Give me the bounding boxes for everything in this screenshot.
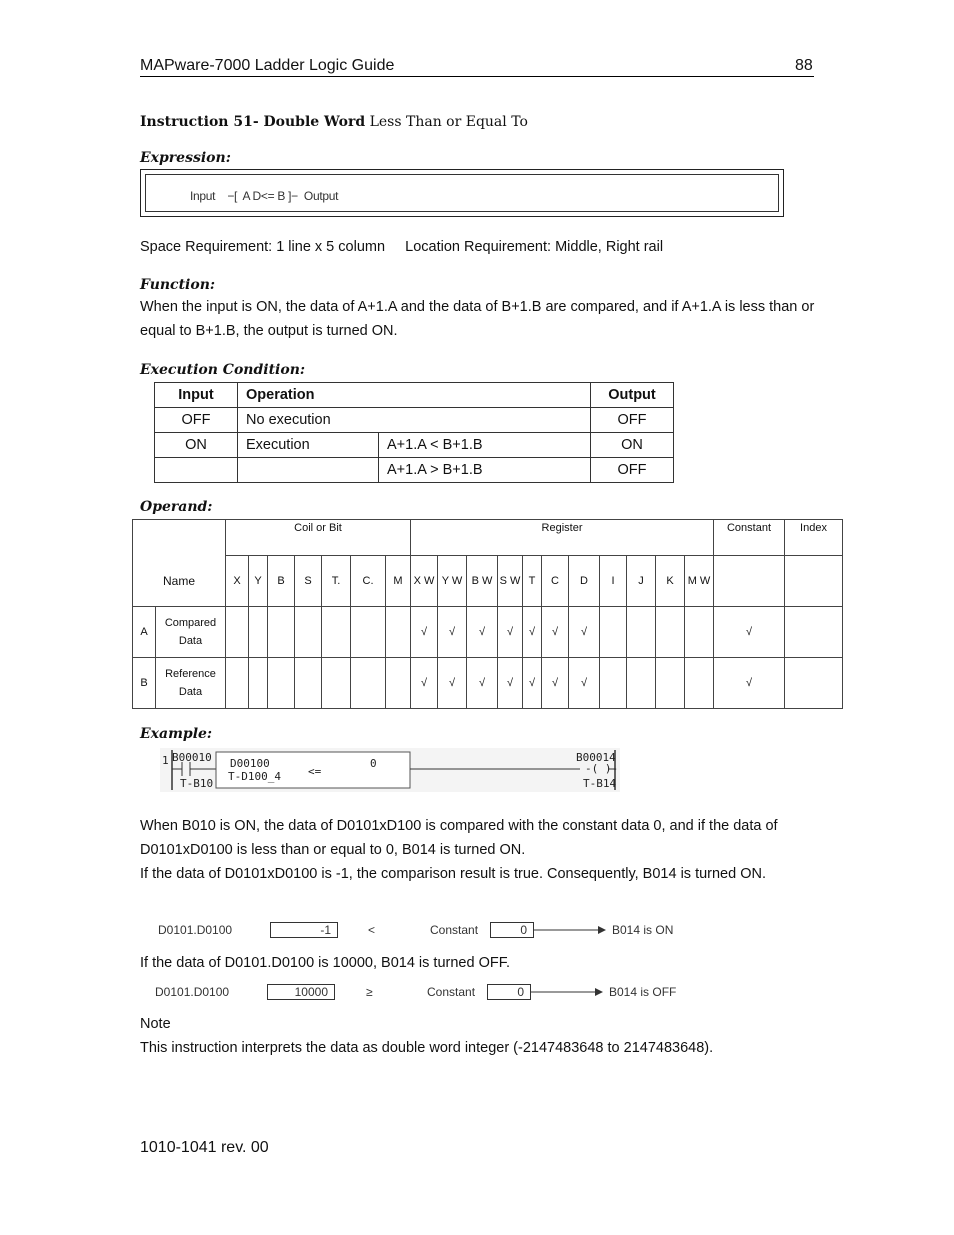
expression-inner-frame <box>145 174 779 212</box>
operand-check <box>600 658 627 709</box>
page-number: 88 <box>795 57 813 74</box>
operand-col-header: X <box>226 556 249 607</box>
cmp-constant-box: 0 <box>487 984 531 1000</box>
expression-label: Expression: <box>140 150 231 166</box>
example-label: Example: <box>140 726 213 742</box>
operand-col-header: Y <box>249 556 268 607</box>
exec-input: ON <box>155 433 238 458</box>
operand-col-header: K <box>656 556 685 607</box>
operand-col-header: I <box>600 556 627 607</box>
operand-check: √ <box>498 607 523 658</box>
operand-col-header: M <box>386 556 411 607</box>
example-paragraph-3: If the data of D0101.D0100 is 10000, B014 is turned OFF. <box>140 955 510 971</box>
operand-check <box>685 607 714 658</box>
arrow-right-icon <box>531 985 603 999</box>
execution-table <box>154 382 674 483</box>
operand-col-constant-blank <box>714 556 785 607</box>
ladder-input-address: B00010 <box>172 751 212 764</box>
operand-id: A <box>133 607 156 658</box>
ladder-source-tag: T-D100_4 <box>228 770 281 783</box>
instruction-title-rest: Less Than or Equal To <box>365 114 528 130</box>
operand-constant: √ <box>714 607 785 658</box>
operand-check <box>351 658 386 709</box>
operand-check <box>226 658 249 709</box>
operand-check: √ <box>523 607 542 658</box>
operand-check: √ <box>438 607 467 658</box>
operand-col-header: M W <box>685 556 714 607</box>
operand-col-header: T <box>523 556 542 607</box>
header-title: MAPware-7000 Ladder Logic Guide <box>140 57 395 74</box>
operand-corner <box>133 520 226 556</box>
operand-col-header: Y W <box>438 556 467 607</box>
operand-check <box>268 607 295 658</box>
operand-row <box>133 658 843 709</box>
operand-check <box>322 607 351 658</box>
operand-check <box>656 607 685 658</box>
cmp-value-box: -1 <box>270 922 338 938</box>
exec-output: OFF <box>591 408 674 433</box>
operand-group-row <box>133 520 843 556</box>
operand-col-header: C <box>542 556 569 607</box>
operand-check: √ <box>569 658 600 709</box>
ladder-output-tag: T-B14 <box>583 777 617 790</box>
exec-condition: A+1.A < B+1.B <box>379 433 591 458</box>
operand-check: √ <box>569 607 600 658</box>
exec-operation <box>238 458 379 483</box>
execution-row <box>155 408 674 433</box>
exec-input <box>155 458 238 483</box>
exec-header-input: Input <box>155 383 238 408</box>
exec-condition: A+1.A > B+1.B <box>379 458 591 483</box>
operand-col-index-blank <box>785 556 843 607</box>
execution-row <box>155 433 674 458</box>
operand-constant: √ <box>714 658 785 709</box>
rung-number: 1 <box>162 754 169 767</box>
operand-check <box>226 607 249 658</box>
operand-id: B <box>133 658 156 709</box>
expression-formula: Input −[ A D<= B ]− Output <box>190 189 339 203</box>
execution-row <box>155 458 674 483</box>
exec-header-output: Output <box>591 383 674 408</box>
instruction-title-bold: Instruction 51- Double Word <box>140 114 366 130</box>
operand-col-header: D <box>569 556 600 607</box>
exec-output: ON <box>591 433 674 458</box>
operand-check <box>656 658 685 709</box>
operand-col-header: S <box>295 556 322 607</box>
cmp-operator: ≥ <box>366 985 373 999</box>
operand-column-row <box>133 556 843 607</box>
ladder-operator: <= <box>308 765 322 778</box>
operand-check: √ <box>438 658 467 709</box>
operand-check <box>268 658 295 709</box>
operand-col-header: S W <box>498 556 523 607</box>
operand-check <box>685 658 714 709</box>
operand-check <box>351 607 386 658</box>
exec-output: OFF <box>591 458 674 483</box>
exec-operation: Execution <box>238 433 379 458</box>
comparison-diagram-false <box>140 983 700 1003</box>
function-label: Function: <box>140 277 216 293</box>
expression-box <box>140 169 784 217</box>
operand-check <box>295 607 322 658</box>
operand-label: Operand: <box>140 499 213 515</box>
function-text: When the input is ON, the data of A+1.A and the data of B+1.B are compared, and if A+1.A is less than or equal to B+1.B, the output is turned ON. <box>140 299 815 339</box>
arrow-right-icon <box>534 923 606 937</box>
instruction-title <box>140 114 528 130</box>
header-rule <box>140 76 814 77</box>
operand-check <box>627 607 656 658</box>
operand-check: √ <box>467 658 498 709</box>
ladder-diagram <box>160 748 620 792</box>
cmp-constant-box: 0 <box>490 922 534 938</box>
group-constant: Constant <box>714 520 785 556</box>
cmp-constant-label: Constant <box>427 985 476 999</box>
cmp-constant-label: Constant <box>430 923 479 937</box>
example-paragraph-2: If the data of D0101xD0100 is -1, the comparison result is true. Consequently, B014 is turned ON. <box>140 866 766 882</box>
cmp-register: D0101.D0100 <box>155 985 230 999</box>
example-paragraph-1: When B010 is ON, the data of D0101xD100 is compared with the constant data 0, and if the data of D0101xD0100 is less than or equal to 0, B014 is turned ON. <box>140 818 778 858</box>
operand-index <box>785 658 843 709</box>
operand-table <box>132 519 843 709</box>
cmp-operator: < <box>368 923 376 937</box>
operand-check <box>295 658 322 709</box>
operand-check <box>600 607 627 658</box>
ladder-output-coil-icon: -( )- <box>585 762 619 775</box>
footer-revision: 1010-1041 rev. 00 <box>140 1139 269 1156</box>
ladder-constant: 0 <box>370 757 377 770</box>
operand-check: √ <box>467 607 498 658</box>
cmp-result: B014 is ON <box>612 923 674 937</box>
operand-check <box>386 607 411 658</box>
ladder-source-address: D00100 <box>230 757 270 770</box>
operand-name: Reference Data <box>156 658 226 709</box>
operand-check: √ <box>523 658 542 709</box>
note-text: This instruction interprets the data as double word integer (-2147483648 to 2147483648). <box>140 1040 714 1056</box>
operand-row <box>133 607 843 658</box>
operand-check: √ <box>411 658 438 709</box>
exec-operation: No execution <box>238 408 591 433</box>
operand-check <box>627 658 656 709</box>
execution-header-row <box>155 383 674 408</box>
operand-check: √ <box>542 658 569 709</box>
operand-col-header: J <box>627 556 656 607</box>
exec-header-operation: Operation <box>238 383 591 408</box>
cmp-register: D0101.D0100 <box>158 923 233 937</box>
comparison-diagram-true <box>140 920 700 940</box>
group-index: Index <box>785 520 843 556</box>
operand-check: √ <box>542 607 569 658</box>
execution-label: Execution Condition: <box>140 362 306 378</box>
operand-check <box>386 658 411 709</box>
space-requirement: Space Requirement: 1 line x 5 column Location Requirement: Middle, Right rail <box>140 239 664 255</box>
group-register: Register <box>411 520 714 556</box>
operand-check <box>249 607 268 658</box>
operand-col-header: C. <box>351 556 386 607</box>
exec-input: OFF <box>155 408 238 433</box>
operand-check <box>322 658 351 709</box>
note-label: Note <box>140 1016 171 1032</box>
operand-name: Compared Data <box>156 607 226 658</box>
operand-check: √ <box>498 658 523 709</box>
operand-col-header: B <box>268 556 295 607</box>
operand-col-header: X W <box>411 556 438 607</box>
cmp-result: B014 is OFF <box>609 985 677 999</box>
ladder-input-tag: T-B10 <box>180 777 214 790</box>
operand-index <box>785 607 843 658</box>
operand-col-header: B W <box>467 556 498 607</box>
operand-check <box>249 658 268 709</box>
ladder-output-address: B00014 <box>576 751 616 764</box>
operand-check: √ <box>411 607 438 658</box>
operand-col-header: T. <box>322 556 351 607</box>
group-coil-or-bit: Coil or Bit <box>226 520 411 556</box>
operand-name-header: Name <box>133 556 226 607</box>
cmp-value-box: 10000 <box>267 984 335 1000</box>
